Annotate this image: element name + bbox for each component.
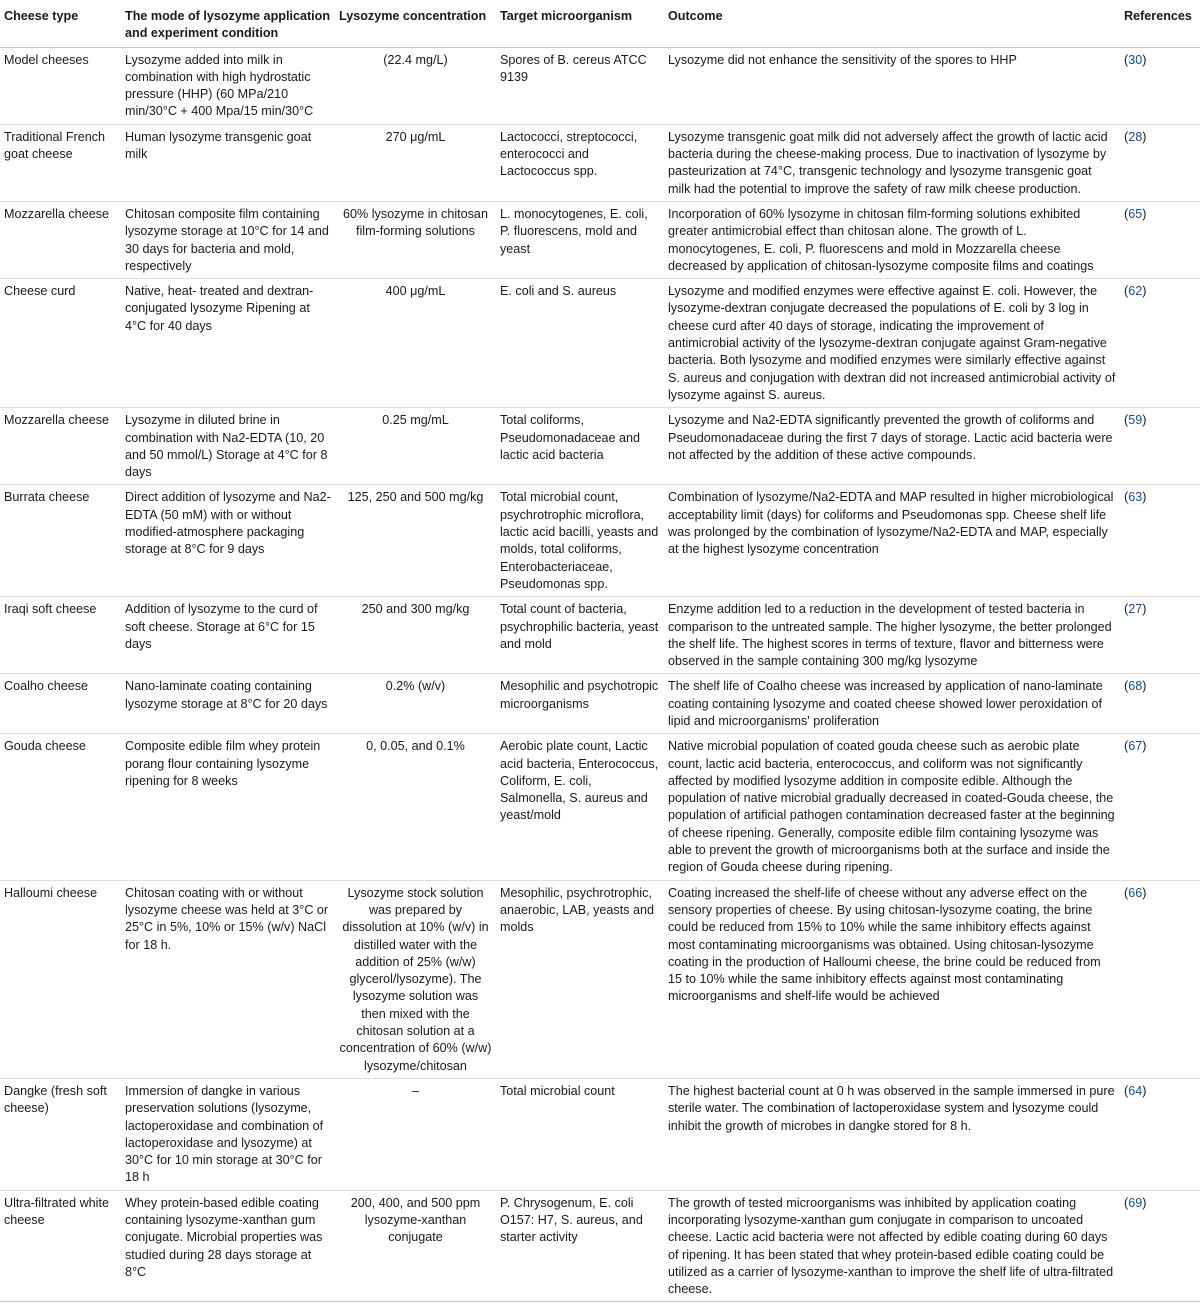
- cell-concentration: (22.4 mg/L): [335, 47, 496, 124]
- cell-cheese-type: Halloumi cheese: [0, 880, 121, 1078]
- reference-link[interactable]: 62: [1128, 284, 1143, 299]
- reference-link[interactable]: 69: [1128, 1195, 1143, 1210]
- cell-mode: Immersion of dangke in various preservation solutions (lysozyme, lactoperoxidase and combination of lactoperoxidase and lysozyme) at 30°C for 10 min storage at 30°C for 18 h: [121, 1078, 335, 1190]
- cell-outcome: The shelf life of Coalho cheese was increased by application of nano-laminate coating containing lysozyme and coated cheese showed lower peroxidation of lipid and microorganisms' proliferation: [664, 674, 1120, 734]
- cell-reference: (66): [1120, 880, 1200, 1078]
- cell-outcome: Lysozyme transgenic goat milk did not adversely affect the growth of lactic acid bacteria during the cheese-making process. Due to inactivation of lysozyme by pasteurization at 74°C, transgenic technology and lysozyme transgenic goat milk had the potential to improve the safety of raw milk cheese production.: [664, 124, 1120, 201]
- cell-cheese-type: Cheese curd: [0, 279, 121, 408]
- cell-outcome: Native microbial population of coated gouda cheese such as aerobic plate count, lactic acid bacteria, enterococcus, and coliform was not significantly affected by modified lysozyme addition in composite edible. Although the population of native microbial gradually decreased in coated-Gouda cheese, the population of artificial pathogen contamination decreased faster at the beginning of cheese ripening. Generally, composite edible film containing lysozyme was able to prevent the growth of microorganisms both at the surface and inside the region of Gouda cheese during ripening.: [664, 734, 1120, 880]
- cell-target: Mesophilic, psychrotrophic, anaerobic, LAB, yeasts and molds: [496, 880, 664, 1078]
- cell-mode: Human lysozyme transgenic goat milk: [121, 124, 335, 201]
- table-row: [0, 734, 1200, 880]
- cell-outcome: Lysozyme did not enhance the sensitivity of the spores to HHP: [664, 47, 1120, 124]
- header-target: Target microorganism: [496, 0, 664, 47]
- cell-cheese-type: Traditional French goat cheese: [0, 124, 121, 201]
- cell-reference: (63): [1120, 485, 1200, 597]
- cell-cheese-type: Mozzarella cheese: [0, 201, 121, 278]
- cell-target: Spores of B. cereus ATCC 9139: [496, 47, 664, 124]
- cell-target: L. monocytogenes, E. coli, P. fluorescens, mold and yeast: [496, 201, 664, 278]
- cell-reference: (67): [1120, 734, 1200, 880]
- table-row: [0, 279, 1200, 408]
- cell-reference: (69): [1120, 1190, 1200, 1302]
- cell-cheese-type: Burrata cheese: [0, 485, 121, 597]
- cell-concentration: 0.2% (w/v): [335, 674, 496, 734]
- table-row: [0, 1190, 1200, 1302]
- cell-mode: Addition of lysozyme to the curd of soft cheese. Storage at 6°C for 15 days: [121, 597, 335, 674]
- cell-mode: Lysozyme in diluted brine in combination with Na2-EDTA (10, 20 and 50 mmol/L) Storage at 4°C for 8 days: [121, 408, 335, 485]
- cell-concentration: 125, 250 and 500 mg/kg: [335, 485, 496, 597]
- header-references: References: [1120, 0, 1200, 47]
- cell-outcome: Incorporation of 60% lysozyme in chitosan film-forming solutions exhibited greater antimicrobial effect than chitosan alone. The growth of L. monocytogenes, E. coli, P. fluorescens and mold in Mozzarella cheese decreased by application of chitosan-lysozyme composite films and coatings: [664, 201, 1120, 278]
- table-row: [0, 880, 1200, 1078]
- reference-link[interactable]: 64: [1128, 1083, 1143, 1098]
- cell-outcome: The growth of tested microorganisms was inhibited by application coating incorporating lysozyme-xanthan gum conjugate in comparison to uncoated cheese. Lactic acid bacteria were not affected by edible coating during 60 days of ripening. It has been stated that whey protein-based edible coating could be utilized as a carrier of lysozyme-xanthan to improve the shelf life of ultra-filtrated cheese.: [664, 1190, 1120, 1302]
- cell-target: Total coliforms, Pseudomonadaceae and lactic acid bacteria: [496, 408, 664, 485]
- table-row: [0, 597, 1200, 674]
- table-row: [0, 47, 1200, 124]
- cell-mode: Whey protein-based edible coating containing lysozyme-xanthan gum conjugate. Microbial properties was studied during 28 days storage at 8°C: [121, 1190, 335, 1302]
- cell-target: Lactococci, streptococci, enterococci and Lactococcus spp.: [496, 124, 664, 201]
- cell-reference: (28): [1120, 124, 1200, 201]
- reference-link[interactable]: 67: [1128, 739, 1143, 754]
- cell-cheese-type: Coalho cheese: [0, 674, 121, 734]
- cell-mode: Composite edible film whey protein porang flour containing lysozyme ripening for 8 weeks: [121, 734, 335, 880]
- cell-target: Total count of bacteria, psychrophilic bacteria, yeast and mold: [496, 597, 664, 674]
- reference-link[interactable]: 28: [1128, 129, 1143, 144]
- reference-link[interactable]: 63: [1128, 490, 1143, 505]
- reference-link[interactable]: 59: [1128, 413, 1143, 428]
- header-concentration: Lysozyme concentration: [335, 0, 496, 47]
- cell-cheese-type: Model cheeses: [0, 47, 121, 124]
- reference-link[interactable]: 27: [1128, 602, 1143, 617]
- cell-concentration: 200, 400, and 500 ppm lysozyme-xanthan conjugate: [335, 1190, 496, 1302]
- cell-target: Total microbial count, psychrotrophic microflora, lactic acid bacilli, yeasts and molds, total coliforms, Enterobacteriaceae, Pseudomonas spp.: [496, 485, 664, 597]
- cell-cheese-type: Iraqi soft cheese: [0, 597, 121, 674]
- cell-reference: (59): [1120, 408, 1200, 485]
- cell-mode: Direct addition of lysozyme and Na2-EDTA (50 mM) with or without modified-atmosphere packaging storage at 8°C for 9 days: [121, 485, 335, 597]
- reference-link[interactable]: 68: [1128, 679, 1143, 694]
- cell-outcome: The highest bacterial count at 0 h was observed in the sample immersed in pure sterile water. The combination of lactoperoxidase system and lysozyme could inhibit the growth of microbes in dangke stored for 8 h.: [664, 1078, 1120, 1190]
- cell-target: E. coli and S. aureus: [496, 279, 664, 408]
- cell-cheese-type: Gouda cheese: [0, 734, 121, 880]
- cell-cheese-type: Dangke (fresh soft cheese): [0, 1078, 121, 1190]
- table-body: [0, 47, 1200, 1302]
- table-row: [0, 1078, 1200, 1190]
- cell-reference: (64): [1120, 1078, 1200, 1190]
- cell-reference: (27): [1120, 597, 1200, 674]
- cell-outcome: Enzyme addition led to a reduction in the development of tested bacteria in comparison to the untreated sample. The higher lysozyme, the better prolonged the shelf life. The highest scores in terms of texture, flavor and bitterness were observed in the sample containing 300 mg/kg lysozyme: [664, 597, 1120, 674]
- cell-cheese-type: Ultra-filtrated white cheese: [0, 1190, 121, 1302]
- cell-concentration: 0.25 mg/mL: [335, 408, 496, 485]
- cell-concentration: –: [335, 1078, 496, 1190]
- cell-cheese-type: Mozzarella cheese: [0, 408, 121, 485]
- cell-concentration: 400 μg/mL: [335, 279, 496, 408]
- cell-outcome: Combination of lysozyme/Na2-EDTA and MAP resulted in higher microbiological acceptability limit (days) for coliforms and Pseudomonas spp. Cheese shelf life was prolonged by the combination of lysozyme/Na2-EDTA and MAP, especially at the highest lysozyme concentration: [664, 485, 1120, 597]
- reference-link[interactable]: 66: [1128, 885, 1143, 900]
- cell-mode: Chitosan coating with or without lysozyme cheese was held at 3°C or 25°C in 5%, 10% or 15% (w/v) NaCl for 18 h.: [121, 880, 335, 1078]
- cell-mode: Lysozyme added into milk in combination with high hydrostatic pressure (HHP) (60 MPa/210 min/30°C + 400 Mpa/15 min/30°C: [121, 47, 335, 124]
- header-cheese-type: Cheese type: [0, 0, 121, 47]
- reference-link[interactable]: 30: [1128, 52, 1143, 67]
- cell-outcome: Coating increased the shelf-life of cheese without any adverse effect on the sensory properties of cheese. By using chitosan-lysozyme coating, the brine could be reduced from 15% to 10% while the same inhibitory effects against most contaminating microorganisms was obtained. Using chitosan-lysozyme coating in the production of Halloumi cheese, the brine could be reduced from 15 to 10% while the same inhibitory effects against most contaminating microorganisms and shelf-life would be achieved: [664, 880, 1120, 1078]
- cell-concentration: 270 μg/mL: [335, 124, 496, 201]
- cell-mode: Chitosan composite film containing lysozyme storage at 10°C for 14 and 30 days for bacteria and mold, respectively: [121, 201, 335, 278]
- cell-mode: Nano-laminate coating containing lysozyme storage at 8°C for 20 days: [121, 674, 335, 734]
- cell-target: Mesophilic and psychotropic microorganisms: [496, 674, 664, 734]
- cell-concentration: Lysozyme stock solution was prepared by dissolution at 10% (w/v) in distilled water with the addition of 25% (w/w) glycerol/lysozyme). The lysozyme solution was then mixed with the chitosan solution at a concentration of 60% (w/w) lysozyme/chitosan: [335, 880, 496, 1078]
- cell-reference: (65): [1120, 201, 1200, 278]
- cell-reference: (68): [1120, 674, 1200, 734]
- header-mode: The mode of lysozyme application and experiment condition: [121, 0, 335, 47]
- reference-link[interactable]: 65: [1128, 206, 1143, 221]
- cell-reference: (30): [1120, 47, 1200, 124]
- table-row: [0, 201, 1200, 278]
- cell-concentration: 250 and 300 mg/kg: [335, 597, 496, 674]
- cell-reference: (62): [1120, 279, 1200, 408]
- table-row: [0, 124, 1200, 201]
- cell-outcome: Lysozyme and modified enzymes were effective against E. coli. However, the lysozyme-dextran conjugate decreased the populations of E. coli by 3 log in cheese curd after 40 days of storage, indicating the improvement of antimicrobial activity of the lysozyme-dextran conjugate against Gram-negative bacteria. Both lysozyme and modified enzymes were similarly effective against S. aureus and conjugation with dextran did not increased antimicrobial activity of lysozyme against S. aureus.: [664, 279, 1120, 408]
- table-row: [0, 408, 1200, 485]
- header-row: [0, 0, 1200, 47]
- table-row: [0, 674, 1200, 734]
- header-outcome: Outcome: [664, 0, 1120, 47]
- cell-concentration: 60% lysozyme in chitosan film-forming solutions: [335, 201, 496, 278]
- cell-mode: Native, heat- treated and dextran-conjugated lysozyme Ripening at 4°C for 40 days: [121, 279, 335, 408]
- cell-target: Aerobic plate count, Lactic acid bacteria, Enterococcus, Coliform, E. coli, Salmonella, S. aureus and yeast/mold: [496, 734, 664, 880]
- table-row: [0, 485, 1200, 597]
- cell-outcome: Lysozyme and Na2-EDTA significantly prevented the growth of coliforms and Pseudomonadaceae during the first 7 days of storage. Lactic acid bacteria were not affected by the addition of these active compounds.: [664, 408, 1120, 485]
- cell-concentration: 0, 0.05, and 0.1%: [335, 734, 496, 880]
- cell-target: Total microbial count: [496, 1078, 664, 1190]
- cell-target: P. Chrysogenum, E. coli O157: H7, S. aureus, and starter activity: [496, 1190, 664, 1302]
